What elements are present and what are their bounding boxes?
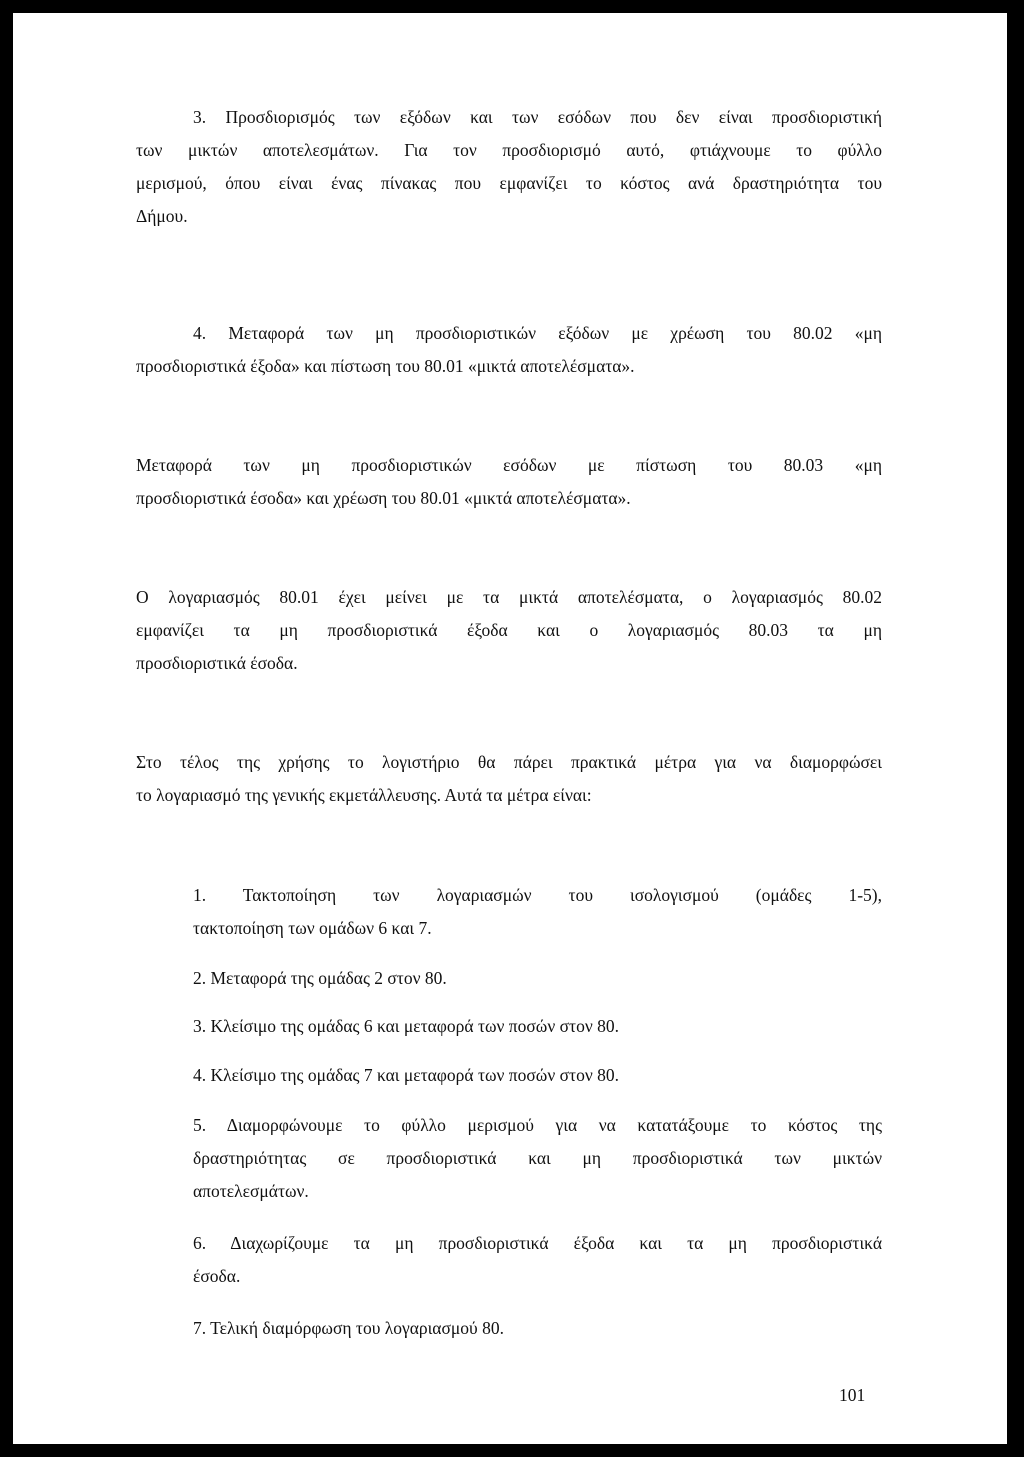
paragraph-account-status (136, 581, 882, 680)
text-line: προσδιοριστικά έσοδα. (136, 653, 298, 673)
paragraph-4 (193, 317, 882, 350)
page-number: 101 (839, 1385, 866, 1405)
text-line: μερισμού, όπου είναι ένας πίνακας που εμφανίζει το κόστος ανά δραστηριότητα του (136, 173, 882, 193)
text-line: έσοδα. (193, 1266, 241, 1286)
list-item (193, 1109, 882, 1208)
list-item (193, 1227, 882, 1293)
text-line: 3. Προσδιορισμός των εξόδων και των εσόδων που δεν είναι προσδιοριστική (193, 107, 882, 127)
paragraph-year-end (136, 746, 882, 812)
text-line: των μικτών αποτελεσμάτων. Για τον προσδιορισμό αυτό, φτιάχνουμε το φύλλο (136, 140, 882, 160)
text-line: τακτοποίηση των ομάδων 6 και 7. (193, 918, 432, 938)
paragraph-revenue-transfer (136, 449, 882, 515)
list-item (193, 962, 882, 995)
text-line: 4. Μεταφορά των μη προσδιοριστικών εξόδων με χρέωση του 80.02 «μη (193, 323, 882, 343)
document-page (13, 13, 1007, 1444)
list-item (193, 1010, 882, 1043)
paragraph-4-body (136, 350, 882, 383)
text-line: το λογαριασμό της γενικής εκμετάλλευσης. Αυτά τα μέτρα είναι: (136, 785, 592, 805)
text-line: προσδιοριστικά έξοδα» και πίστωση του 80.01 «μικτά αποτελέσματα». (136, 356, 635, 376)
list-item (193, 1312, 882, 1345)
text-line: 2. Μεταφορά της ομάδας 2 στον 80. (193, 968, 447, 988)
text-line: Στο τέλος της χρήσης το λογιστήριο θα πάρει πρακτικά μέτρα για να διαμορφώσει (136, 752, 882, 772)
text-line: 7. Τελική διαμόρφωση του λογαριασμού 80. (193, 1318, 504, 1338)
paragraph-3 (193, 101, 882, 134)
text-line: Ο λογαριασμός 80.01 έχει μείνει με τα μικτά αποτελέσματα, ο λογαριασμός 80.02 (136, 587, 882, 607)
text-line: δραστηριότητας σε προσδιοριστικά και μη προσδιοριστικά των μικτών (193, 1148, 882, 1168)
text-line: 4. Κλείσιμο της ομάδας 7 και μεταφορά των ποσών στον 80. (193, 1065, 619, 1085)
text-line: 1. Τακτοποίηση των λογαριασμών του ισολογισμού (ομάδες 1-5), (193, 885, 882, 905)
list-item (193, 879, 882, 945)
text-line: εμφανίζει τα μη προσδιοριστικά έξοδα και ο λογαριασμός 80.03 τα μη (136, 620, 882, 640)
text-line: προσδιοριστικά έσοδα» και χρέωση του 80.01 «μικτά αποτελέσματα». (136, 488, 631, 508)
text-line: Δήμου. (136, 206, 188, 226)
text-line: 6. Διαχωρίζουμε τα μη προσδιοριστικά έξοδα και τα μη προσδιοριστικά (193, 1233, 882, 1253)
text-line: Μεταφορά των μη προσδιοριστικών εσόδων με πίστωση του 80.03 «μη (136, 455, 882, 475)
text-line: αποτελεσμάτων. (193, 1181, 309, 1201)
list-item (193, 1059, 882, 1092)
text-line: 5. Διαμορφώνουμε το φύλλο μερισμού για να κατατάξουμε το κόστος της (193, 1115, 882, 1135)
paragraph-3-body (136, 134, 882, 233)
text-line: 3. Κλείσιμο της ομάδας 6 και μεταφορά των ποσών στον 80. (193, 1016, 619, 1036)
